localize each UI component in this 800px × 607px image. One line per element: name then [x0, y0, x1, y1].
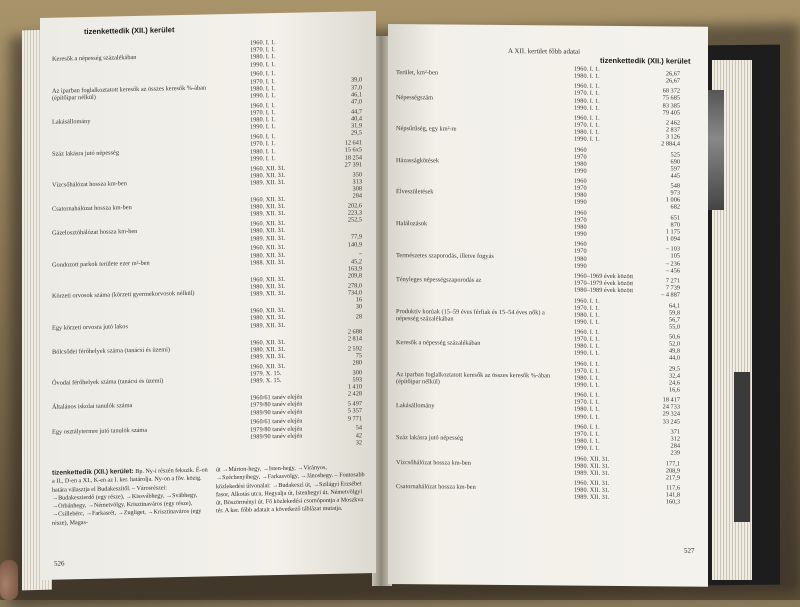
row-label: Az iparban foglalkoztatott keresők az összes keresők %-ában (építőipar nélkül) [52, 84, 207, 102]
row-value: 9 771 [347, 414, 362, 423]
row-date: 1970. I. 1. [574, 430, 600, 438]
row-value: 3 126 [665, 133, 680, 141]
hand-finger [0, 560, 18, 600]
row-date: 1990. I. 1. [574, 318, 600, 326]
row-date: 1980. I. 1. [250, 147, 276, 156]
row-date: 1990 [574, 230, 587, 238]
row-value: 29 324 [662, 410, 680, 419]
row-label: Óvodai férőhelyek száma (tanácsi és üzemi) [52, 377, 164, 387]
row-value: 50,6 [668, 333, 680, 341]
row-value: 24 733 [662, 403, 680, 411]
table-row [396, 454, 706, 482]
row-value: – 456 [665, 267, 680, 275]
row-value: 56,7 [668, 316, 680, 324]
row-value: 208,9 [665, 467, 680, 475]
row-date: 1960. I. 1. [574, 83, 600, 91]
table-row [52, 361, 372, 396]
left-page [40, 11, 376, 580]
row-value: 52,0 [668, 340, 680, 348]
table-row [52, 194, 372, 222]
row-date: 1980. XII. 31. [250, 314, 286, 322]
row-value: 548 [670, 182, 680, 190]
row-label: Száz lakásra jutó népesség [52, 148, 119, 158]
row-date: 1970–1979 évek között [574, 279, 634, 288]
row-date: 1960. XII. 31. [250, 338, 286, 347]
row-date: 1960. XII. 31. [250, 244, 286, 252]
row-value: 68 372 [662, 87, 680, 95]
row-date: 1960. XII. 31. [250, 307, 286, 315]
row-value: 2 884,4 [661, 140, 680, 148]
row-value: 29,5 [668, 365, 680, 373]
row-value [322, 226, 362, 227]
row-value: 371 [670, 428, 680, 436]
row-value: 300 [352, 369, 362, 377]
row-value: 308 [352, 185, 362, 193]
row-value: 252,5 [347, 216, 362, 224]
row-value: 217,9 [665, 474, 680, 482]
row-date: 1980. XII. 31. [250, 345, 286, 354]
left-page-number: 526 [54, 559, 65, 568]
row-date: 1960. XII. 31. [250, 362, 286, 371]
row-value: 47,0 [350, 98, 362, 106]
row-date: 1960. I. 1. [574, 114, 600, 122]
row-date: 1960. I. 1. [574, 360, 600, 368]
table-row [52, 416, 372, 447]
row-date: 1989/90 tanév elején [250, 408, 303, 417]
row-label: Általános iskolai tanulók száma [52, 402, 133, 412]
row-value: 2 592 [347, 344, 362, 353]
table-row [52, 305, 372, 343]
row-value: 682 [670, 203, 680, 212]
row-date: 1980. XII. 31. [250, 282, 286, 291]
row-label: Csatornahálózat hossza km-ben [396, 483, 476, 491]
table-row [396, 239, 706, 275]
left-page-header: tizenkettedik (XII.) kerület [84, 25, 175, 37]
row-value: 83 385 [662, 101, 680, 110]
row-label: Terület, km²-ben [396, 69, 439, 77]
row-value: 593 [352, 376, 362, 384]
table-row [396, 81, 706, 117]
row-date: 1989. X. 15. [250, 377, 282, 385]
row-value: 2 462 [665, 119, 680, 127]
row-date: 1980. I. 1. [250, 84, 276, 93]
row-date: 1960. XII. 31. [574, 455, 610, 463]
row-value: 32 [355, 439, 362, 447]
row-date: 1960. I. 1. [574, 297, 600, 305]
row-label: Vízcsőhálózat hossza km-ben [52, 180, 127, 189]
row-value: 30 [355, 303, 362, 311]
row-date: 1960. XII. 31. [250, 164, 286, 173]
row-value: 75 [355, 352, 362, 360]
row-value: 26,67 [665, 70, 680, 78]
row-date: 1970. I. 1. [574, 367, 600, 375]
row-value: 973 [670, 189, 680, 197]
row-label: Egy körzeti orvosra jutó lakos [52, 322, 128, 332]
row-date: 1960. I. 1. [574, 423, 600, 431]
row-value: – 236 [665, 260, 680, 268]
row-date: 1980–1989 évek között [574, 286, 634, 295]
row-value: 2 428 [347, 390, 362, 398]
district-description-title: tizenkettedik (XII.) kerület: [52, 468, 134, 477]
row-date: 1990 [574, 262, 587, 270]
row-label: Produktív korúak (15–59 éves férfiak és 15–54 éves nők) a népesség százalékában [396, 307, 545, 323]
row-value: 18 417 [662, 396, 680, 404]
row-date: 1980. I. 1. [574, 97, 600, 105]
row-value: 202,6 [347, 202, 362, 210]
row-date: 1960/61 tanév elején [250, 393, 303, 402]
row-value: 24,6 [668, 379, 680, 387]
table-row [52, 100, 372, 135]
table-row [52, 242, 372, 280]
table-row [52, 68, 372, 106]
row-value: 16,6 [668, 386, 680, 394]
row-value: 223,3 [347, 209, 362, 217]
district-description-text-1: Bp. Ny-i részén fekszik. É-on a II., D-en a XI., K-en az I. ker. határolja. Ny-on a főv. közig. határa választja el Budakeszitől. – Városrészei: →Budakeszierdő (egy része), →Kissvábhegy, →Svábhegy, →Orbánhegy, →Németvölgy, Krisztinaváros (egy része), →Csillebérc, →Farkasrét, →Zugliget, →Krisztinaváros (egy része), Magas- [52, 467, 208, 527]
row-date: 1990. I. 1. [574, 350, 600, 358]
row-value: – 103 [665, 245, 680, 253]
row-value: 7 739 [665, 284, 680, 292]
row-date: 1980. I. 1. [574, 374, 600, 382]
row-date: 1988. XII. 31. [250, 258, 286, 267]
district-description-col2: út →Márton-hegy, →Isten-hegy, →Virányos, →Széchenyihegy, →Farkasvölgy, →Jánoshegy. – Fontosabb közlekedési útvonalai: →Budakeszi út, →Szilágyi Erzsébet fasor, Alkotás utca, Hegyalja út, Istenhegyi út, Németvölgyi út, Böszörményi út. Fő közlekedési csomópontja a Moszkva tér. A ker. főbb adatait a következő táblázat mutatja. [216, 464, 365, 515]
row-value: 77,9 [350, 233, 362, 241]
row-value: 163,9 [347, 265, 362, 273]
row-label: Népességszám [396, 93, 434, 101]
row-date: 1989. XII. 31. [574, 469, 610, 477]
row-value: 597 [670, 165, 680, 173]
row-value: 690 [670, 158, 680, 166]
adjacent-page-photo-lower [734, 372, 750, 522]
table-row [52, 392, 372, 423]
row-value: 141,8 [665, 491, 680, 499]
row-value: 2 814 [347, 335, 362, 343]
row-date: 1980 [574, 191, 587, 200]
row-date: 1979/80 tanév elején [250, 400, 303, 409]
row-value [322, 52, 362, 53]
row-label: Tényleges népességszaporodás az [396, 276, 482, 284]
row-date: 1990. I. 1. [574, 444, 600, 453]
row-date: 1980 [574, 223, 587, 231]
row-date: 1989. XII. 31. [250, 234, 286, 243]
table-row [396, 359, 706, 394]
row-value: 284 [352, 192, 362, 200]
row-value: 79 405 [662, 109, 680, 117]
row-date: 1980. XII. 31. [250, 227, 286, 235]
row-date: 1980. XII. 31. [250, 251, 286, 260]
row-value: 75 685 [662, 94, 680, 103]
row-date: 1960. I. 1. [250, 101, 276, 110]
row-value: – 4 887 [661, 291, 680, 299]
row-value: 55,0 [668, 323, 680, 331]
table-row [52, 337, 372, 365]
row-date: 1970. I. 1. [574, 121, 600, 129]
row-date: 1990. I. 1. [574, 104, 600, 112]
table-row [52, 218, 372, 249]
row-date: 1980 [574, 255, 587, 263]
row-date: 1960. XII. 31. [250, 195, 286, 204]
row-label: Népsűrűség, egy km²-re [396, 125, 457, 133]
row-date: 1980. XII. 31. [574, 462, 610, 470]
row-date: 1980. XII. 31. [250, 171, 286, 180]
row-value: 29,5 [350, 129, 362, 137]
row-value: 2 688 [347, 327, 362, 336]
row-date: 1960. XII. 31. [250, 220, 286, 228]
row-date: 1980. XII. 31. [250, 203, 286, 211]
row-date: 1980 [574, 160, 587, 168]
row-value: 734,0 [347, 289, 362, 297]
row-date: 1980. XII. 31. [574, 486, 610, 495]
row-date: 1970. I. 1. [250, 140, 276, 148]
row-value: 64,1 [668, 301, 680, 310]
row-date: 1980. I. 1. [574, 406, 600, 414]
row-value: 39,0 [350, 76, 362, 84]
row-label: Házasságkötések [396, 156, 440, 165]
row-label: Halálozások [396, 220, 428, 228]
row-value: 445 [670, 172, 680, 180]
row-date: 1970. I. 1. [250, 77, 276, 86]
row-value: 44,7 [350, 108, 362, 116]
row-date: 1989. XII. 31. [250, 352, 286, 361]
row-value [322, 67, 362, 68]
row-date: 1970 [574, 184, 587, 193]
row-date: 1960–1969 évek között [574, 272, 634, 281]
table-row [396, 145, 706, 180]
row-date: 1960 [574, 177, 587, 185]
row-value: 2 837 [665, 126, 680, 134]
table-row [396, 478, 706, 506]
row-value: 1 006 [665, 196, 680, 204]
row-date: 1970. I. 1. [574, 335, 600, 344]
row-value: 15 6x5 [344, 146, 362, 154]
row-date: 1990. I. 1. [250, 60, 276, 69]
row-label: Vízcsőhálózat hossza km-ben [396, 458, 471, 467]
row-date: 1960 [574, 209, 587, 217]
right-page-subheader: A XII. kerület főbb adatai [508, 47, 581, 56]
row-value: 350 [352, 170, 362, 179]
row-date: 1970. I. 1. [574, 90, 600, 98]
row-value: 7 271 [665, 277, 680, 285]
row-label: Lakásállomány [396, 402, 435, 410]
row-label: Keresők a népesség százalékában [396, 339, 481, 348]
table-row [396, 64, 706, 85]
row-value: 28 [355, 313, 362, 321]
table-row [396, 422, 706, 457]
row-date: 1990 [574, 167, 587, 175]
table-row [52, 37, 372, 72]
row-date: 1980. I. 1. [574, 342, 600, 351]
row-value: 45,2 [350, 257, 362, 266]
row-value: 12 641 [344, 139, 362, 147]
table-row [52, 274, 372, 309]
table-row [396, 208, 706, 243]
row-label: Az iparban foglalkoztatott keresők az összes keresők %-ában (építőipar nélkül) [396, 370, 551, 386]
row-value: 16 [355, 296, 362, 304]
row-date: 1970 [574, 248, 587, 256]
row-date: 1970 [574, 153, 587, 161]
row-date: 1980. I. 1. [574, 72, 600, 80]
row-value: 27 391 [344, 161, 362, 169]
row-date: 1980. I. 1. [250, 116, 276, 124]
row-date: 1990. I. 1. [250, 154, 276, 163]
row-label: Élveszületések [396, 188, 434, 196]
row-date: 1980. I. 1. [250, 53, 276, 61]
row-date: 1989. XII. 31. [250, 178, 286, 187]
table-row [396, 296, 706, 331]
row-date: 1989. XII. 31. [250, 210, 286, 218]
row-value: 40,4 [350, 115, 362, 123]
row-value: 18 254 [344, 153, 362, 162]
row-label: Bölcsődei férőhelyek száma (tanácsi és üzemi) [52, 346, 171, 356]
row-value: 140,9 [347, 240, 362, 249]
row-date: 1960. I. 1. [250, 39, 276, 47]
row-value: 44,0 [668, 354, 680, 362]
row-date: 1960. I. 1. [250, 133, 276, 141]
right-page-header: tizenkettedik (XII.) kerület [600, 55, 691, 66]
row-value: 1 410 [347, 383, 362, 391]
row-value: – [358, 250, 362, 258]
row-value: 32,4 [668, 372, 680, 380]
row-value: 280 [352, 359, 362, 367]
row-value: 1 094 [665, 235, 680, 243]
row-date: 1989. XII. 31. [250, 290, 286, 298]
row-date: 1960. I. 1. [574, 391, 600, 400]
row-date: 1970 [574, 216, 587, 224]
row-date: 1960 [574, 241, 587, 249]
row-value: 26,67 [665, 77, 680, 85]
row-date: 1970. I. 1. [250, 109, 276, 117]
row-value: 313 [352, 178, 362, 186]
district-description-col1 [52, 466, 210, 527]
row-value: 239 [670, 449, 680, 457]
row-value: 209,8 [347, 272, 362, 280]
row-value [322, 60, 362, 61]
row-value: 5 497 [347, 400, 362, 408]
row-label: Körzeti orvosok száma (körzeti gyermekorvosok nélkül) [52, 289, 195, 300]
row-date: 1980. I. 1. [574, 128, 600, 137]
row-value: 651 [670, 214, 680, 222]
row-value: 37,0 [350, 83, 362, 92]
row-label: Természetes szaporodás, illetve fogyás [396, 251, 494, 260]
row-date: 1960. I. 1. [574, 328, 600, 336]
row-date: 1960. XII. 31. [574, 479, 610, 487]
row-date: 1979. X. 15. [250, 369, 282, 378]
right-page-number: 527 [684, 546, 695, 555]
row-value: 278,0 [347, 282, 362, 290]
row-label: Keresők a népesség százalékában [52, 54, 137, 64]
row-date: 1989. XII. 31. [250, 321, 286, 330]
row-date: 1960. I. 1. [574, 65, 600, 73]
table-row [396, 390, 706, 426]
row-date: 1970. I. 1. [574, 399, 600, 407]
row-date: 1990 [574, 199, 587, 207]
row-date: 1960 [574, 146, 587, 154]
row-date: 1980. I. 1. [574, 311, 600, 319]
row-date: 1990. I. 1. [574, 413, 600, 421]
row-date: 1990. I. 1. [250, 92, 276, 100]
row-label: Csatornahálózat hossza km-ben [52, 204, 132, 213]
row-value: 49,8 [668, 347, 680, 355]
row-value: 33 245 [662, 417, 680, 426]
row-value: 5 357 [347, 407, 362, 415]
row-value: 525 [670, 151, 680, 159]
row-date: 1970. I. 1. [574, 304, 600, 312]
table-row [396, 113, 706, 148]
row-value [322, 45, 362, 46]
row-value: 177,1 [665, 459, 680, 468]
row-value: 312 [670, 435, 680, 443]
row-value: 870 [670, 221, 680, 229]
row-value: 284 [670, 442, 680, 450]
row-label: Száz lakásra jutó népesség [396, 434, 463, 442]
row-value: 1 175 [665, 228, 680, 236]
row-date: 1990. I. 1. [250, 123, 276, 131]
row-date: 1990. I. 1. [574, 135, 600, 144]
row-label: Gázelosztóhálózat hossza km-ben [52, 228, 138, 238]
table-row [396, 176, 706, 212]
row-value: 105 [670, 252, 680, 261]
right-page [388, 24, 708, 587]
table-row [396, 327, 706, 362]
row-value: 46,1 [350, 91, 362, 99]
row-value: 54 [355, 424, 362, 432]
row-label: Gondozott parkok területe ezer m²-ben [52, 259, 150, 269]
row-date: 1990. I. 1. [574, 381, 600, 389]
table-row [396, 271, 706, 299]
row-date: 1979/80 tanév elején [250, 425, 303, 434]
row-label: Egy osztálytermre jutó tanulók száma [52, 426, 148, 436]
row-value: 117,6 [666, 484, 680, 492]
row-date: 1960/61 tanév elején [250, 417, 303, 426]
row-date: 1989/90 tanév elején [250, 432, 303, 441]
row-value: 160,3 [665, 498, 680, 506]
row-value: 31,9 [350, 122, 362, 130]
row-value: 42 [355, 431, 362, 439]
row-date: 1980. I. 1. [574, 437, 600, 445]
row-value: 59,8 [668, 309, 680, 317]
row-date: 1960. XII. 31. [250, 275, 286, 284]
row-date: 1970. I. 1. [250, 46, 276, 54]
row-date: 1989. XII. 31. [574, 493, 610, 502]
row-date: 1960. I. 1. [250, 70, 276, 78]
table-row [52, 163, 372, 198]
row-label: Lakásállomány [52, 118, 91, 126]
